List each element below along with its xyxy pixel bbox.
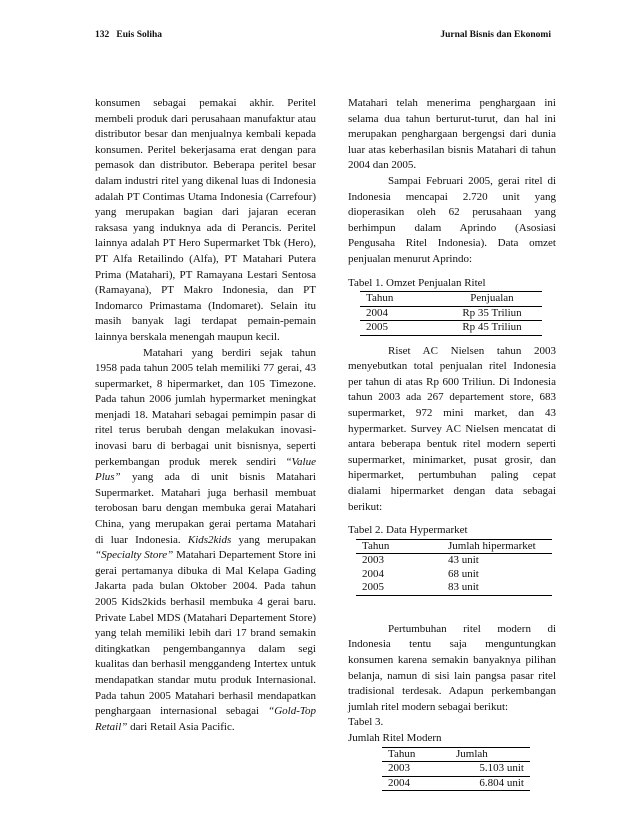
table3-header-row bbox=[382, 747, 530, 762]
right-paragraph-4: Pertumbuhan ritel modern di Indonesia tentu saja menguntungkan konsumen karena semakin banyaknya pilihan belanja, namun di sisi lain pangsa pasar ritel tradisional terdesak. Adapun perkembangan jumlah ritel modern sebagai berikut: bbox=[348, 622, 556, 713]
right-paragraph-2: Sampai Februari 2005, gerai ritel di Indonesia mencapai 2.720 unit yang dioperasikan oleh 62 perusahaan yang berhimpun dalam Aprindo (Asosiasi Pengusaha Ritel Indonesia). Data omzet penjualan menurut Aprindo: bbox=[348, 174, 556, 265]
table2-hypermarket bbox=[356, 539, 552, 596]
table-cell: 6.804 unit bbox=[479, 776, 524, 789]
left-paragraph-1: konsumen sebagai pemakai akhir. Peritel membeli produk dari perusahaan manufaktur atau distributor besar dan menjualnya kembali kepada konsumen. Peritel bekerjasama erat dengan para pemasok dan distributor. Beberapa peritel besar dalam industri ritel yang dikenal luas di Indonesia adalah PT Contimas Utama Indonesia (Carrefour) yang merupakan bagian dari jajaran eceran raksasa yang induknya ada di Perancis. Peritel lainnya adalah PT Hero Supermarket Tbk (Hero), PT Alfa Retailindo (Alfa), PT Matahari Putera Prima (Matahari), PT Ramayana Lestari Sentosa (Ramayana), PT Makro Indonesia, dan PT Indomarco Primastama (Indomaret). Selain itu masih banyak lagi terdapat pemain-pemain lainnya berskala menengah maupun kecil. bbox=[95, 97, 316, 343]
table3-caption-1: Tabel 3. bbox=[348, 716, 384, 729]
kids2kids-term: Kids2kids bbox=[187, 533, 232, 546]
table-cell: 2004 bbox=[388, 776, 410, 789]
table1-caption: Tabel 1. Omzet Penjualan Ritel bbox=[348, 276, 486, 289]
table-cell: 83 unit bbox=[448, 581, 479, 594]
table2-header-count: Jumlah hipermarket bbox=[448, 539, 536, 552]
p2-text-b: yang ada di unit bisnis Matahari Supermarket. Matahari juga berhasil membuat terobosan baru dengan membuka gerai Matahari China, yang merupakan gerai pertama Matahari di luar Indonesia. bbox=[95, 471, 316, 546]
table1-header-sales: Penjualan bbox=[470, 292, 514, 305]
table1-omzet bbox=[360, 291, 542, 336]
table-row bbox=[356, 568, 552, 582]
table2-header-row bbox=[356, 539, 552, 554]
value-plus-term: “Value Plus” bbox=[95, 455, 316, 484]
p2-text-d: Matahari Departement Store ini gerai pertamanya dibuka di Mal Kelapa Gading Jakarta pada bulan Oktober 2004. Pada tahun 2005 Kids2kids berhasil membuka 4 gerai baru. Private Label MDS (Matahari Departement Store) yang telah memiliki lebih dari 17 brand semakin ditingkatkan pengembangannya dalam segi kualitas dan berhasil menggandeng Intertex untuk mendapatkan standar mutu produk Internasional. Pada tahun 2005 Matahari berhasil mendapatkan penghargaan internasional sebagai bbox=[95, 549, 316, 718]
p2-text-c: yang merupakan bbox=[231, 533, 316, 546]
left-paragraph-2 bbox=[95, 346, 316, 736]
table-row bbox=[360, 306, 542, 321]
table3-header-count: Jumlah bbox=[456, 747, 488, 760]
header-journal-title: Jurnal Bisnis dan Ekonomi bbox=[440, 30, 551, 40]
page-header bbox=[95, 30, 551, 44]
table-cell: 2005 bbox=[366, 321, 388, 334]
table-cell: 68 unit bbox=[448, 567, 479, 580]
specialty-store-term: “Specialty Store” bbox=[95, 549, 174, 562]
table-cell: 2003 bbox=[362, 554, 384, 567]
gold-top-retail-term: “Gold-Top Retail” bbox=[95, 705, 316, 733]
table-cell: 43 unit bbox=[448, 554, 479, 567]
table-row bbox=[356, 581, 552, 595]
header-page-author: 132 Euis Soliha bbox=[95, 30, 163, 40]
table-cell: 2003 bbox=[388, 762, 410, 774]
table-cell: 5.103 unit bbox=[479, 762, 524, 774]
left-column bbox=[95, 96, 316, 735]
right-paragraph-3: Riset AC Nielsen tahun 2003 menyebutkan total penjualan ritel Indonesia per tahun di atas Rp 600 Triliun. Di Indonesia tahun 2003 ada 267 departement store, 683 supermarket, 972 mini market, dan 43 hypermarket. Survey AC Nielsen mencatat di antara beberapa bentuk ritel modern seperti supermarket, minimarket, pusat grosir, dan hipermarket, pertumbuhan paling cepat dialami hipermarket dengan data sebagai berikut: bbox=[348, 344, 556, 513]
table-row bbox=[360, 321, 542, 336]
table-row bbox=[356, 554, 552, 568]
table2-header-year: Tahun bbox=[362, 539, 390, 552]
table1-header-year: Tahun bbox=[366, 292, 394, 305]
table1-header-row bbox=[360, 292, 542, 307]
table-row bbox=[382, 776, 530, 791]
table-row bbox=[382, 762, 530, 777]
right-paragraph-1: Matahari telah menerima penghargaan ini selama dua tahun berturut-turut, dan hal ini merupakan penghargaan bergengsi dari dunia luar atas keberhasilan bisnis Matahari di tahun 2004 dan 2005. bbox=[348, 97, 556, 172]
table3-caption-2: Jumlah Ritel Modern bbox=[348, 731, 442, 744]
table-cell: 2004 bbox=[362, 567, 384, 580]
table3-modern-retail bbox=[382, 747, 530, 792]
table-cell: Rp 35 Triliun bbox=[462, 306, 522, 319]
right-column bbox=[348, 96, 556, 791]
p2-text-e: dari Retail Asia Pacific. bbox=[127, 720, 235, 733]
table-cell: 2004 bbox=[366, 306, 388, 319]
table3-header-year: Tahun bbox=[388, 747, 416, 760]
table-cell: 2005 bbox=[362, 581, 384, 594]
table-cell: Rp 45 Triliun bbox=[462, 321, 522, 334]
table2-caption: Tabel 2. Data Hypermarket bbox=[348, 524, 468, 537]
p2-text-a: Matahari yang berdiri sejak tahun 1958 pada tahun 2005 telah memiliki 77 gerai, 43 supermarket, 8 hipermarket, dan 105 Timezone. Pada tahun 2006 jumlah hypermarket meningkat menjadi 18. Matahari sebagai pemimpin pasar di ritel terus berubah dengan melakukan inovasi-inovasi baru di berbagai unit bisnisnya, seperti perkembangan produk merek sendiri bbox=[95, 346, 316, 468]
